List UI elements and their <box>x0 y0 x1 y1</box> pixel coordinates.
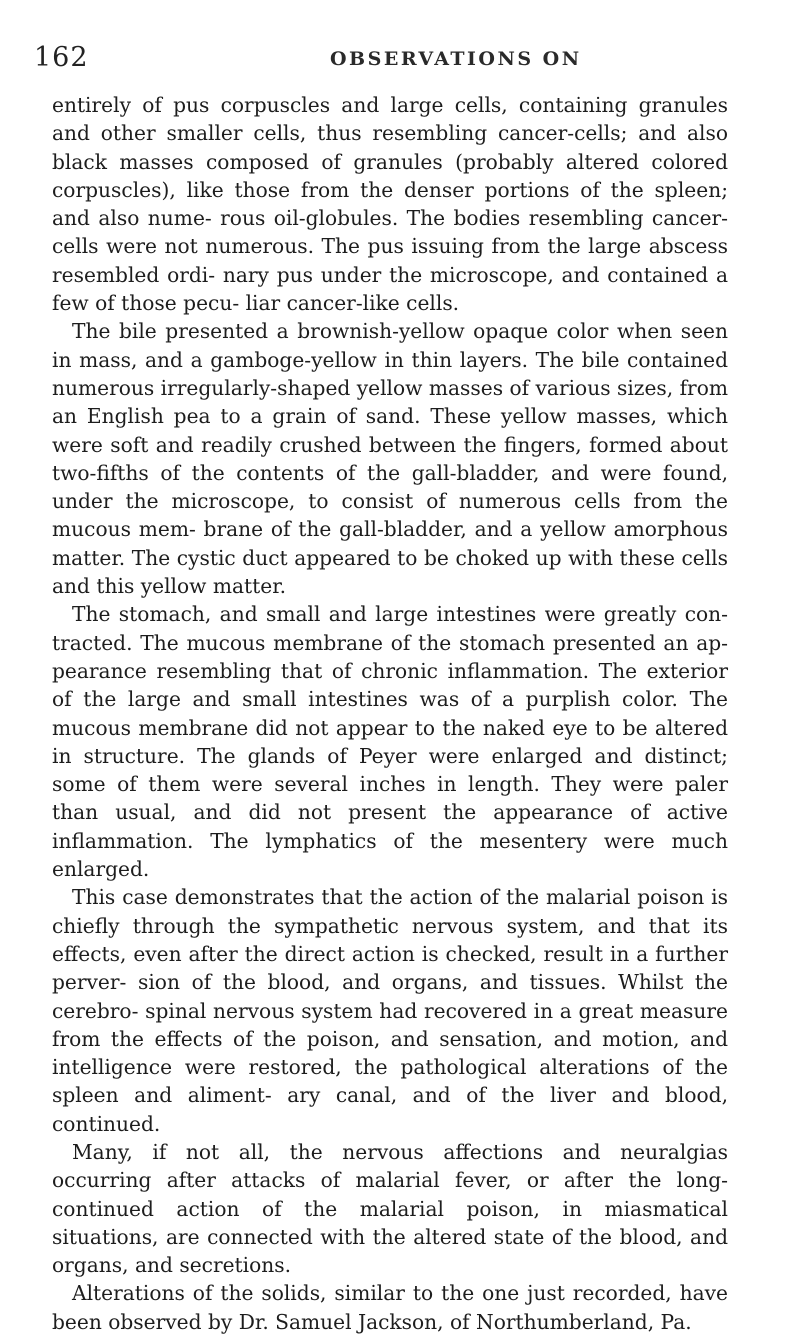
paragraph-1: entirely of pus corpuscles and large cells, containing granules and other smaller cells, thus resembling cancer-cells; and also black masses composed of granules (probably altered colored corpuscles), like those from the denser portions of the spleen; and also nume- rous oil-globules. The bodies resembling cancer-cells were not numerous. The pus issuing from the large abscess resembled ordi- nary pus under the microscope, and contained a few of those pecu- liar cancer-like cells. <box>52 93 728 316</box>
paragraph-4: This case demonstrates that the action of the malarial poison is chiefly through the sympathetic nervous system, and that its effects, even after the direct action is checked, result in a further perver- sion of the blood, and organs, and tissues. Whilst the cerebro- spinal nervous system had recovered in a great measure from the effects of the poison, and sensation, and motion, and intelligence were restored, the pathological alterations of the spleen and aliment- ary canal, and of the liver and blood, continued. <box>52 885 728 1136</box>
body-text <box>52 91 728 1336</box>
running-head: OBSERVATIONS ON <box>330 48 582 70</box>
paragraph-5: Many, if not all, the nervous affections and neuralgias occurring after attacks of malarial fever, or after the long-continued action of the malarial poison, in miasmatical situations, are connected with the altered state of the blood, and organs, and secretions. <box>52 1139 728 1278</box>
paragraph-2: The bile presented a brownish-yellow opaque color when seen in mass, and a gamboge-yellow in thin layers. The bile contained numerous irregularly-shaped yellow masses of various sizes, from an English pea to a grain of sand. These yellow masses, which were soft and readily crushed between the fingers, formed about two-fifths of the contents of the gall-bladder, and were found, under the microscope, to consist of numerous cells from the mucous mem- brane of the gall-bladder, and a yellow amorphous matter. The cystic duct appeared to be choked up with these cells and this yellow matter. <box>52 319 729 599</box>
page-number: 162 <box>34 42 89 73</box>
paragraph-3: The stomach, and small and large intestines were greatly con- tracted. The mucous membrane of the stomach presented an ap- pearance resembling that of chronic inflammation. The exterior of the large and small intestines was of a purplish color. The mucous membrane did not appear to the naked eye to be altered in structure. The glands of Peyer were enlarged and distinct; some of them were several inches in length. They were paler than usual, and did not present the appearance of active inflammation. The lymphatics of the mesentery were much enlarged. <box>52 602 728 882</box>
page-header <box>34 42 734 82</box>
paragraph-6: Alterations of the solids, similar to the one just recorded, have been observed by Dr. Samuel Jackson, of Northumberland, Pa. <box>52 1281 728 1334</box>
